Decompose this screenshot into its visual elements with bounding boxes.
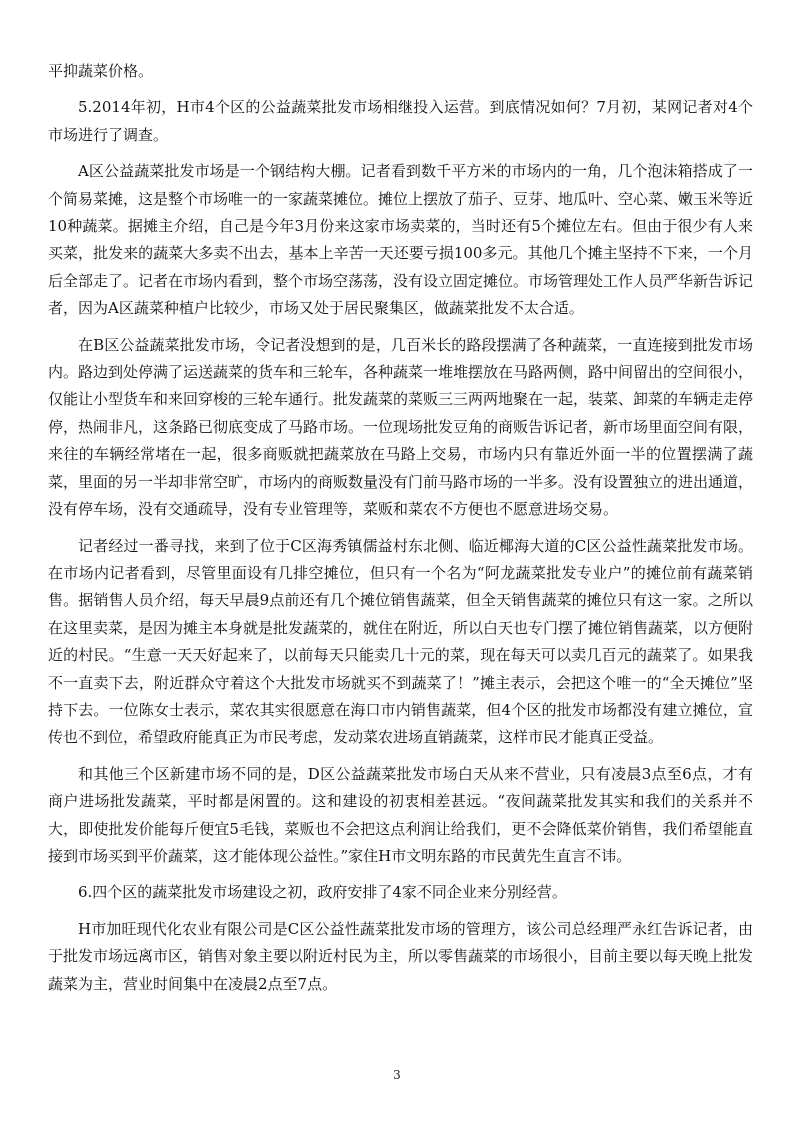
paragraph-district-c: 记者经过一番寻找，来到了位于C区海秀镇儒益村东北侧、临近椰海大道的C区公益性蔬菜批发市场。在市场内记者看到，尽管里面设有几排空摊位，但只有一个名为“阿龙蔬菜批发专业户”的摊位前有蔬菜销售。据销售人员介绍，每天早晨9点前还有几个摊位销售蔬菜，但全天销售蔬菜的摊位只有这一家。之所以在这里卖菜，是因为摊主本身就是批发蔬菜的，就住在附近，所以白天也专门摆了摊位销售蔬菜，以方便附近的村民。“生意一天天好起来了，以前每天只能卖几十元的菜，现在每天可以卖几百元的蔬菜了。如果我不一直卖下去，附近群众守着这个大批发市场就买不到蔬菜了！”摊主表示，会把这个唯一的“全天摊位”坚持下去。一位陈女士表示，菜农其实很愿意在海口市内销售蔬菜，但4个区的批发市场都没有建立摊位，宣传也不到位，希望政府能真正为市民考虑，发动菜农进场直销蔬菜，这样市民才能真正受益。 xyxy=(48,536,754,747)
paragraph-item-6: 6.四个区的蔬菜批发市场建设之初，政府安排了4家不同企业来分别经营。 xyxy=(78,883,567,902)
document-body xyxy=(48,58,753,1007)
paragraph-district-b: 在B区公益蔬菜批发市场，令记者没想到的是，几百米长的路段摆满了各种蔬菜，一直连接到批发市场内。路边到处停满了运送蔬菜的货车和三轮车，各种蔬菜一堆堆摆放在马路两侧，路中间留出的空间很小，仅能让小型货车和来回穿梭的三轮车通行。批发蔬菜的菜贩三三两两地聚在一起，装菜、卸菜的车辆走走停停，热闹非凡，这条路已彻底变成了马路市场。一位现场批发豆角的商贩告诉记者，新市场里面空间有限，来往的车辆经常堵在一起，很多商贩就把蔬菜放在马路上交易，市场内只有靠近外面一半的位置摆满了蔬菜，里面的另一半却非常空旷，市场内的商贩数量没有门前马路市场的一半多。没有设置独立的进出通道，没有停车场，没有交通疏导，没有专业管理等，菜贩和菜农不方便也不愿意进场交易。 xyxy=(48,335,754,519)
paragraph-item-5: 5.2014年初，H市4个区的公益蔬菜批发市场相继投入运营。到底情况如何？7月初，某网记者对4个市场进行了调查。 xyxy=(48,98,753,144)
paragraph-district-a: A区公益蔬菜批发市场是一个钢结构大棚。记者看到数千平方米的市场内的一角，几个泡沫箱搭成了一个简易菜摊，这是整个市场唯一的一家蔬菜摊位。摊位上摆放了茄子、豆芽、地瓜叶、空心菜、嫩玉米等近10种蔬菜。据摊主介绍，自己是今年3月份来这家市场卖菜的，当时还有5个摊位左右。但由于很少有人来买菜，批发来的蔬菜大多卖不出去，基本上辛苦一天还要亏损100多元。其他几个摊主坚持不下来，一个月后全部走了。记者在市场内看到，整个市场空荡荡，没有设立固定摊位。市场管理处工作人员严华新告诉记者，因为A区蔬菜种植户比较少，市场又处于居民聚集区，做蔬菜批发不太合适。 xyxy=(48,162,754,318)
paragraph-continuation: 平抑蔬菜价格。 xyxy=(48,62,154,80)
paragraph-district-d: 和其他三个区新建市场不同的是，D区公益蔬菜批发市场白天从来不营业，只有凌晨3点至6点，才有商户进场批发蔬菜，平时都是闲置的。这和建设的初衷相差甚远。“夜间蔬菜批发其实和我们的关系并不大，即使批发价能每斤便宜5毛钱，菜贩也不会把这点利润让给我们，更不会降低菜价销售，我们希望能直接到市场买到平价蔬菜，这才能体现公益性。”家住H市文明东路的市民黄先生直言不讳。 xyxy=(48,764,753,865)
page-number: 3 xyxy=(393,1068,401,1082)
paragraph-company: H市加旺现代化农业有限公司是C区公益性蔬菜批发市场的管理方，该公司总经理严永红告诉记者，由于批发市场远离市区，销售对象主要以附近村民为主，所以零售蔬菜的市场很小，目前主要以每天晚上批发蔬菜为主，营业时间集中在凌晨2点至7点。 xyxy=(48,919,754,993)
